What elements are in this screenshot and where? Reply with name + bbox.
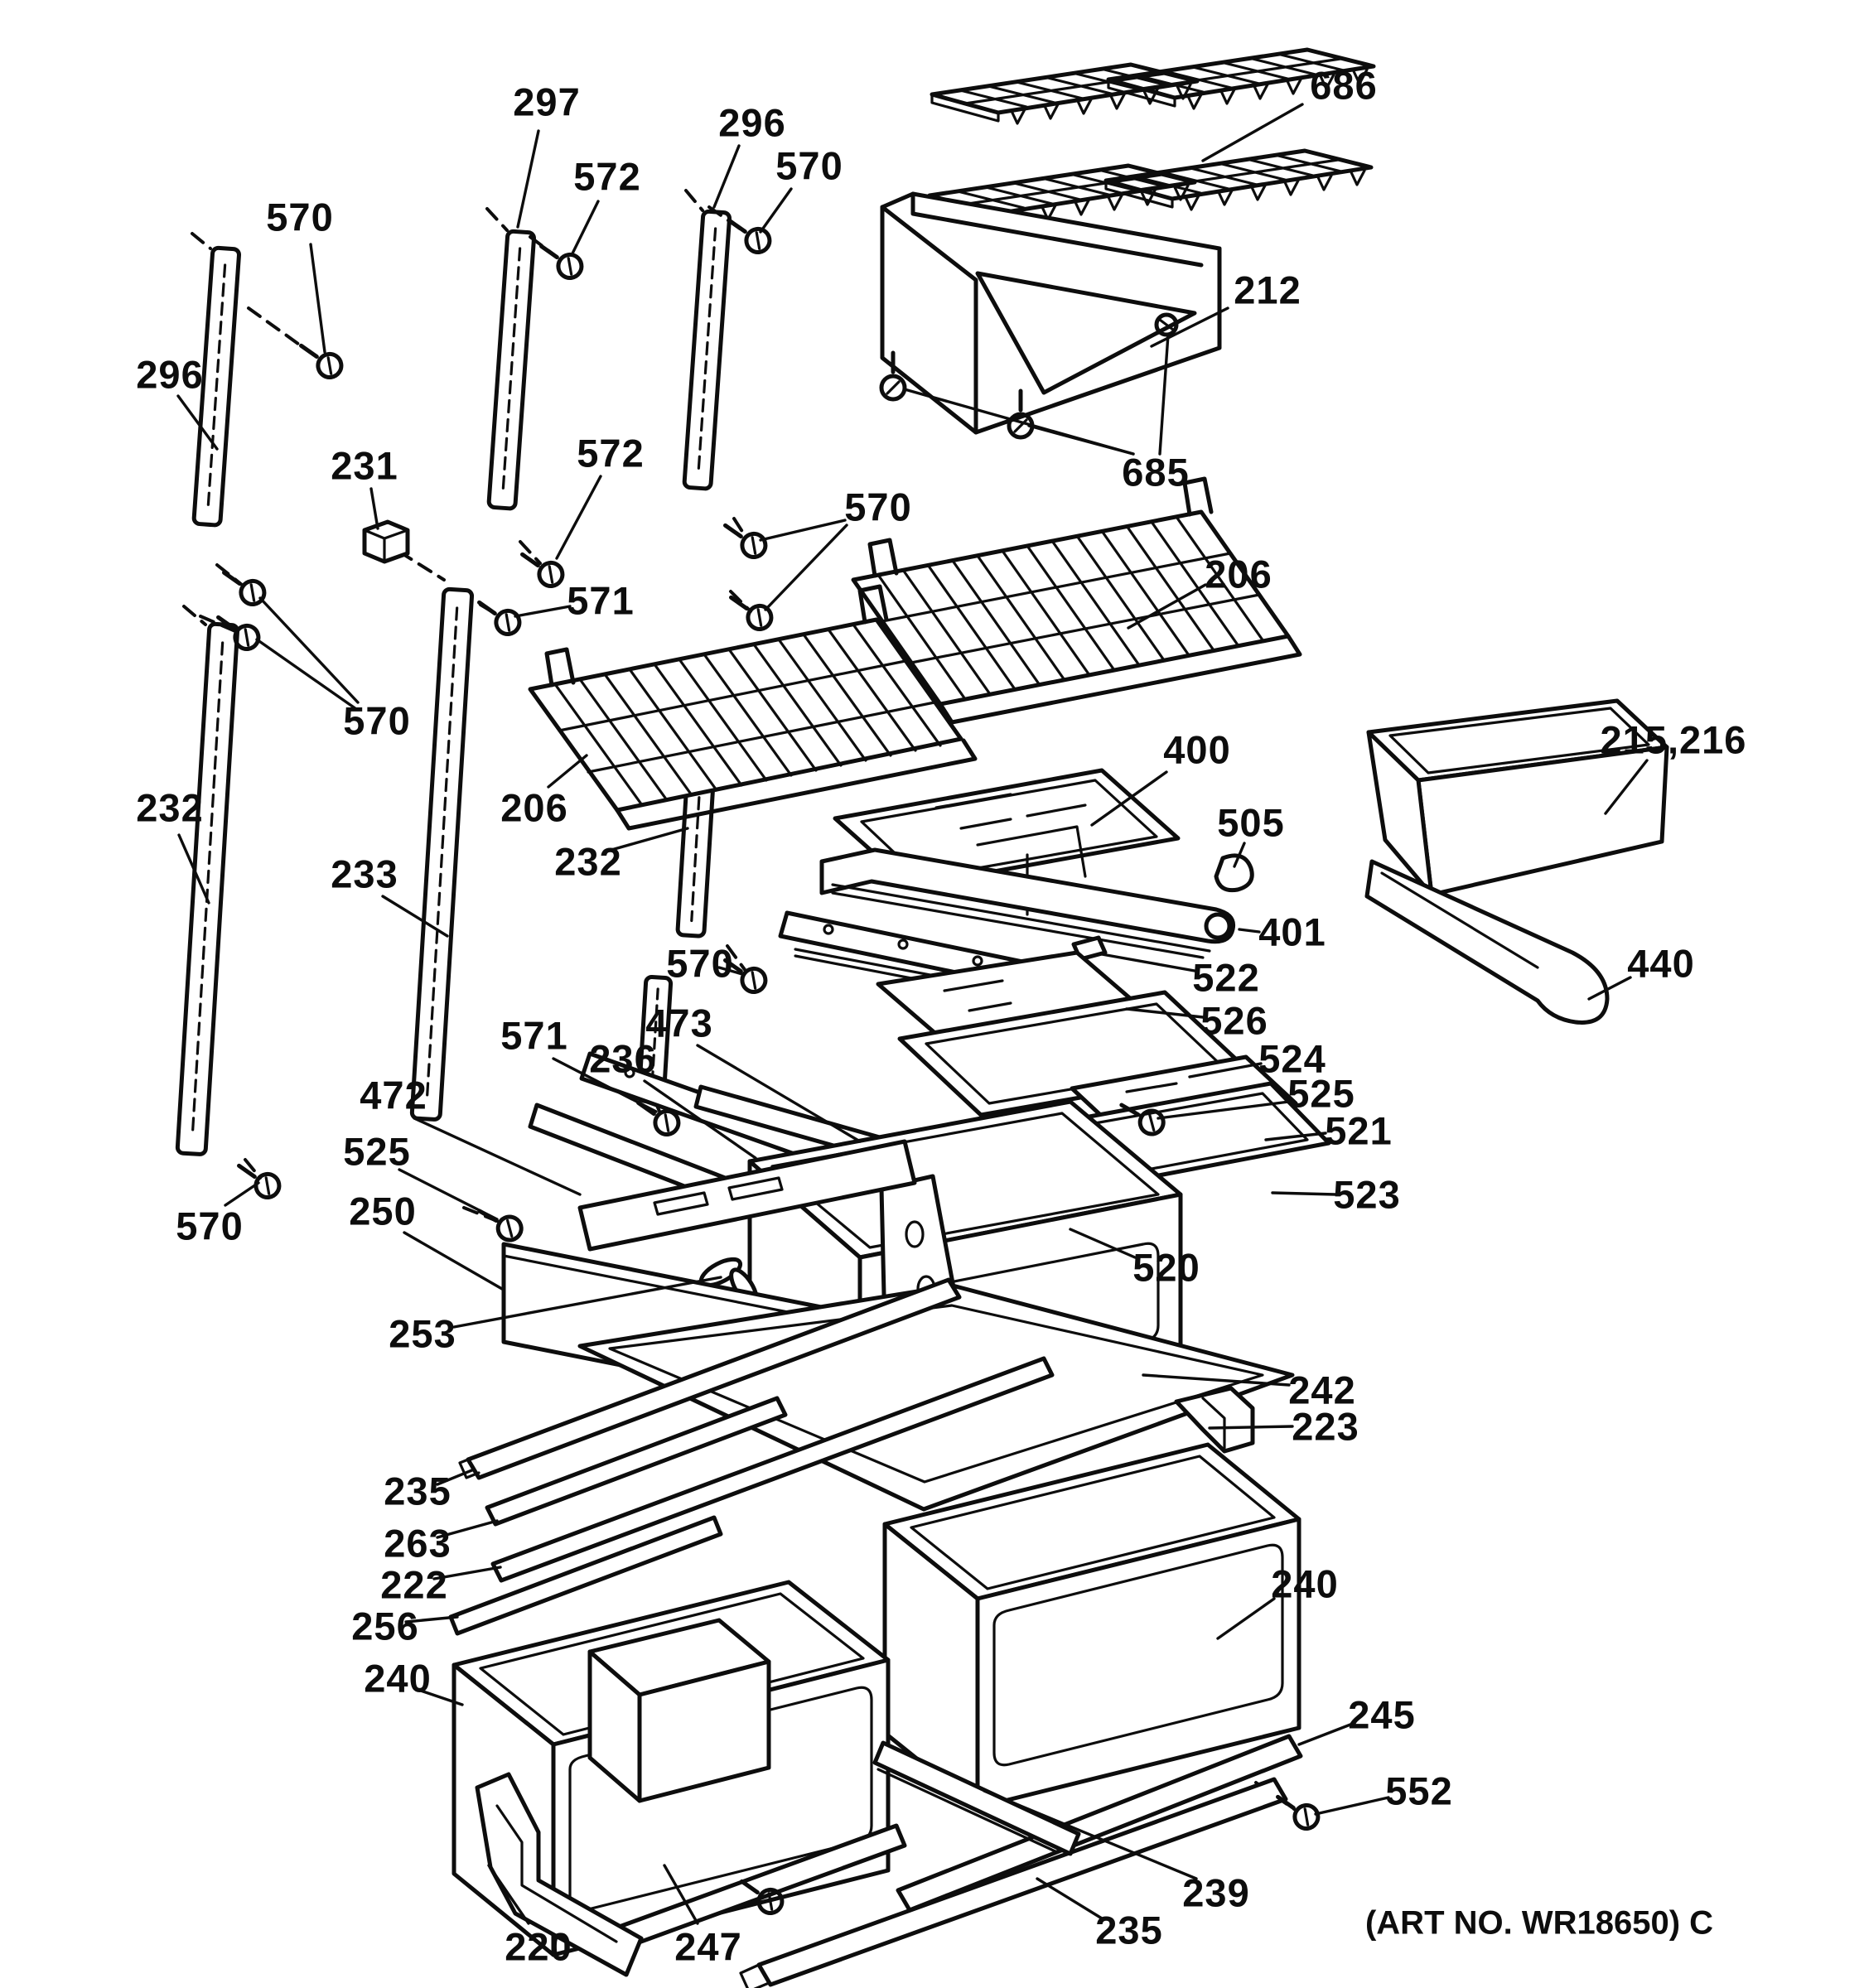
part-label-525: 525 xyxy=(343,1129,411,1174)
part-label-570: 570 xyxy=(343,698,411,743)
part-label-570: 570 xyxy=(176,1204,244,1248)
part-label-572: 572 xyxy=(577,431,645,475)
part-label-220: 220 xyxy=(505,1924,572,1969)
part-label-440: 440 xyxy=(1627,941,1695,986)
part-label-570: 570 xyxy=(666,941,734,986)
part-label-520: 520 xyxy=(1132,1245,1200,1290)
part-label-570: 570 xyxy=(775,143,843,188)
part-label-524: 524 xyxy=(1258,1036,1326,1081)
part-label-212: 212 xyxy=(1234,268,1301,312)
part-label-522: 522 xyxy=(1192,955,1260,1000)
part-label-296: 296 xyxy=(136,352,204,397)
part-label-247: 247 xyxy=(674,1924,742,1969)
part-label-223: 223 xyxy=(1292,1404,1359,1449)
part-label-400: 400 xyxy=(1163,727,1231,772)
part-label-250: 250 xyxy=(349,1189,417,1233)
part-label-206: 206 xyxy=(1205,552,1272,596)
part-label-232: 232 xyxy=(136,785,204,830)
part-label-521: 521 xyxy=(1325,1108,1393,1153)
part-label-236: 236 xyxy=(589,1036,657,1081)
part-label-263: 263 xyxy=(384,1521,452,1566)
part-label-572: 572 xyxy=(573,154,641,199)
part-label-240: 240 xyxy=(364,1656,432,1701)
part-label-240: 240 xyxy=(1271,1561,1339,1606)
part-label-253: 253 xyxy=(389,1311,456,1356)
part-label-570: 570 xyxy=(844,485,912,529)
part-label-297: 297 xyxy=(513,80,581,124)
part-label-472: 472 xyxy=(360,1073,427,1117)
part-label-256: 256 xyxy=(351,1604,419,1648)
part-label-206: 206 xyxy=(500,785,568,830)
part-label-505: 505 xyxy=(1217,800,1285,845)
part-label-571: 571 xyxy=(500,1013,568,1058)
part-label-232: 232 xyxy=(554,839,622,884)
part-label-473: 473 xyxy=(645,1001,713,1045)
part-label-296: 296 xyxy=(718,100,786,145)
part-label-526: 526 xyxy=(1200,998,1268,1043)
part-label-242: 242 xyxy=(1288,1368,1356,1412)
part-label-215-216: 215,216 xyxy=(1600,717,1747,762)
part-label-235: 235 xyxy=(1095,1908,1163,1952)
part-label-245: 245 xyxy=(1348,1692,1416,1737)
part-label-523: 523 xyxy=(1333,1172,1401,1217)
part-label-571: 571 xyxy=(567,578,635,623)
part-label-525: 525 xyxy=(1287,1071,1355,1116)
part-label-239: 239 xyxy=(1182,1870,1250,1915)
part-label-685: 685 xyxy=(1122,450,1190,495)
part-label-552: 552 xyxy=(1385,1768,1453,1813)
part-label-233: 233 xyxy=(331,852,398,896)
part-label-235: 235 xyxy=(384,1469,452,1513)
part-label-570: 570 xyxy=(266,195,334,239)
part-label-401: 401 xyxy=(1258,910,1326,954)
part-label-222: 222 xyxy=(380,1562,448,1607)
art-number: (ART NO. WR18650) C xyxy=(1364,1904,1714,1942)
part-label-231: 231 xyxy=(331,443,398,488)
part-label-686: 686 xyxy=(1310,63,1378,108)
